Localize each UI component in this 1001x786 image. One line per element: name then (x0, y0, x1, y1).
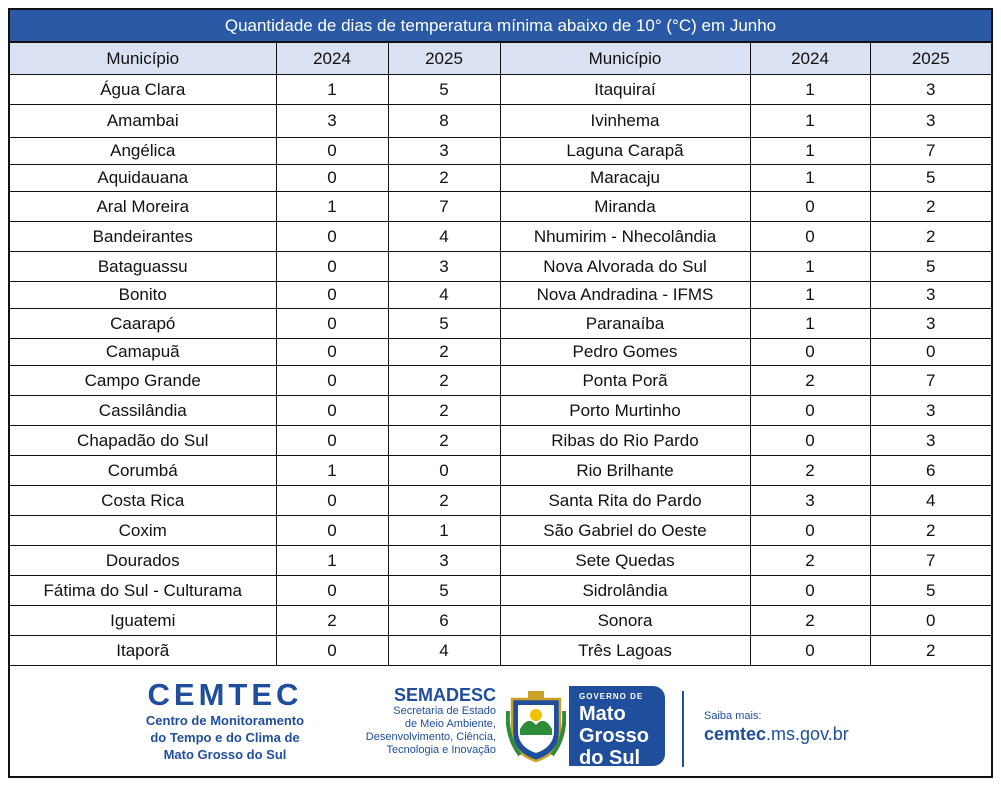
days-2024-cell: 0 (276, 222, 388, 252)
days-2025-cell: 5 (870, 252, 991, 282)
municipio-cell: Ivinhema (500, 105, 750, 138)
table-row (10, 366, 991, 396)
days-2025-cell: 7 (870, 138, 991, 165)
municipio-cell: Santa Rita do Pardo (500, 486, 750, 516)
semadesc-fullname-line: de Meio Ambiente, (404, 718, 496, 730)
days-2024-cell: 0 (276, 339, 388, 366)
table-row (10, 105, 991, 138)
municipio-cell: Camapuã (10, 339, 276, 366)
municipio-cell: Bandeirantes (10, 222, 276, 252)
municipio-cell: Nova Andradina - IFMS (500, 282, 750, 309)
municipio-cell: Costa Rica (10, 486, 276, 516)
days-2025-cell: 2 (388, 426, 500, 456)
days-2024-cell: 1 (750, 105, 870, 138)
municipio-cell: Iguatemi (10, 606, 276, 636)
header-2024: 2024 (750, 43, 870, 75)
header-municipio: Município (500, 43, 750, 75)
days-2025-cell: 3 (388, 546, 500, 576)
municipio-cell: Paranaíba (500, 309, 750, 339)
municipio-cell: Coxim (10, 516, 276, 546)
municipio-cell: Nhumirim - Nhecolândia (500, 222, 750, 252)
header-2025: 2025 (388, 43, 500, 75)
days-2024-cell: 1 (750, 309, 870, 339)
days-2025-cell: 4 (870, 486, 991, 516)
days-2025-cell: 2 (388, 339, 500, 366)
days-2025-cell: 4 (388, 636, 500, 666)
table-row (10, 138, 991, 165)
website-link-rest: .ms.gov.br (766, 724, 849, 744)
table-row (10, 396, 991, 426)
website-link-bold: cemtec (704, 724, 767, 744)
days-2024-cell: 1 (750, 165, 870, 192)
table-row (10, 165, 991, 192)
days-2025-cell: 1 (388, 516, 500, 546)
table-row (10, 282, 991, 309)
days-2024-cell: 0 (276, 252, 388, 282)
days-2024-cell: 0 (750, 516, 870, 546)
days-2024-cell: 0 (276, 138, 388, 165)
municipio-cell: Miranda (500, 192, 750, 222)
municipio-cell: Água Clara (10, 75, 276, 105)
saiba-mais-label: Saiba mais: (704, 710, 762, 722)
table-row (10, 426, 991, 456)
days-2024-cell: 0 (750, 192, 870, 222)
days-2024-cell: 1 (276, 192, 388, 222)
days-2025-cell: 0 (870, 606, 991, 636)
semadesc-fullname-line: Tecnologia e Inovação (386, 744, 496, 756)
days-2025-cell: 5 (388, 576, 500, 606)
days-2025-cell: 4 (388, 282, 500, 309)
table-row (10, 252, 991, 282)
days-2024-cell: 1 (276, 546, 388, 576)
days-2024-cell: 0 (276, 366, 388, 396)
municipio-cell: Bataguassu (10, 252, 276, 282)
days-2024-cell: 0 (750, 339, 870, 366)
cemtec-wordmark: CEMTEC (147, 677, 303, 712)
governo-ms-logo (569, 686, 665, 769)
governo-name-line: do Sul (579, 747, 641, 769)
municipio-cell: Itaquiraí (500, 75, 750, 105)
days-2025-cell: 5 (388, 75, 500, 105)
days-2025-cell: 2 (870, 192, 991, 222)
days-2024-cell: 2 (750, 606, 870, 636)
days-2024-cell: 0 (276, 486, 388, 516)
table-row (10, 636, 991, 666)
cemtec-fullname-line: Mato Grosso do Sul (163, 747, 287, 762)
municipio-cell: Ponta Porã (500, 366, 750, 396)
table-row (10, 546, 991, 576)
days-2025-cell: 6 (388, 606, 500, 636)
table-row (10, 192, 991, 222)
governo-name-line: Mato (579, 703, 626, 725)
days-2025-cell: 2 (870, 516, 991, 546)
days-2024-cell: 1 (276, 456, 388, 486)
municipio-cell: São Gabriel do Oeste (500, 516, 750, 546)
days-2024-cell: 2 (276, 606, 388, 636)
header-municipio: Município (10, 43, 276, 75)
days-2024-cell: 0 (750, 636, 870, 666)
governo-name-line: Grosso (579, 725, 650, 747)
semadesc-logo (346, 685, 496, 757)
municipio-cell: Dourados (10, 546, 276, 576)
cemtec-fullname-line: Centro de Monitoramento (145, 713, 305, 728)
table-row (10, 339, 991, 366)
days-2024-cell: 0 (276, 282, 388, 309)
semadesc-fullname-line: Desenvolvimento, Ciência, (365, 731, 496, 743)
days-2025-cell: 3 (870, 396, 991, 426)
days-2024-cell: 2 (750, 456, 870, 486)
days-2024-cell: 0 (750, 426, 870, 456)
municipio-cell: Maracaju (500, 165, 750, 192)
days-2025-cell: 7 (870, 546, 991, 576)
website-link[interactable] (704, 723, 849, 745)
days-2025-cell: 5 (388, 309, 500, 339)
table-row (10, 222, 991, 252)
days-2025-cell: 4 (388, 222, 500, 252)
table-row (10, 516, 991, 546)
days-2025-cell: 8 (388, 105, 500, 138)
days-2024-cell: 0 (276, 165, 388, 192)
header-2025: 2025 (870, 43, 991, 75)
days-2025-cell: 3 (870, 105, 991, 138)
report-frame (8, 8, 993, 778)
municipio-cell: Campo Grande (10, 366, 276, 396)
header-row (10, 43, 991, 75)
days-2024-cell: 1 (750, 252, 870, 282)
temperature-table (10, 42, 991, 666)
days-2025-cell: 3 (388, 138, 500, 165)
logo-footer (10, 667, 991, 776)
municipio-cell: Itaporã (10, 636, 276, 666)
municipio-cell: Sonora (500, 606, 750, 636)
municipio-cell: Corumbá (10, 456, 276, 486)
days-2025-cell: 2 (388, 366, 500, 396)
days-2024-cell: 0 (276, 426, 388, 456)
days-2024-cell: 3 (276, 105, 388, 138)
days-2025-cell: 3 (870, 309, 991, 339)
table-title: Quantidade de dias de temperatura mínima abaixo de 10° (°C) em Junho (10, 10, 991, 42)
municipio-cell: Porto Murtinho (500, 396, 750, 426)
days-2024-cell: 3 (750, 486, 870, 516)
days-2024-cell: 2 (750, 546, 870, 576)
municipio-cell: Cassilândia (10, 396, 276, 426)
days-2025-cell: 2 (870, 636, 991, 666)
municipio-cell: Sete Quedas (500, 546, 750, 576)
days-2024-cell: 1 (750, 75, 870, 105)
municipio-cell: Bonito (10, 282, 276, 309)
governo-label: GOVERNO DE (579, 692, 644, 701)
municipio-cell: Rio Brilhante (500, 456, 750, 486)
saiba-mais (704, 709, 849, 745)
table-row (10, 606, 991, 636)
municipio-cell: Aquidauana (10, 165, 276, 192)
municipio-cell: Pedro Gomes (500, 339, 750, 366)
days-2025-cell: 2 (388, 165, 500, 192)
municipio-cell: Nova Alvorada do Sul (500, 252, 750, 282)
days-2025-cell: 6 (870, 456, 991, 486)
municipio-cell: Três Lagoas (500, 636, 750, 666)
municipio-cell: Aral Moreira (10, 192, 276, 222)
municipio-cell: Ribas do Rio Pardo (500, 426, 750, 456)
days-2024-cell: 0 (750, 222, 870, 252)
municipio-cell: Fátima do Sul - Culturama (10, 576, 276, 606)
days-2025-cell: 2 (388, 486, 500, 516)
municipio-cell: Sidrolândia (500, 576, 750, 606)
days-2024-cell: 1 (276, 75, 388, 105)
days-2024-cell: 0 (750, 576, 870, 606)
days-2024-cell: 0 (276, 636, 388, 666)
municipio-cell: Amambai (10, 105, 276, 138)
days-2025-cell: 3 (870, 426, 991, 456)
days-2024-cell: 0 (276, 396, 388, 426)
semadesc-wordmark: SEMADESC (393, 685, 496, 705)
days-2024-cell: 1 (750, 282, 870, 309)
days-2024-cell: 0 (276, 309, 388, 339)
days-2025-cell: 2 (388, 396, 500, 426)
days-2025-cell: 3 (388, 252, 500, 282)
table-row (10, 486, 991, 516)
table-row (10, 75, 991, 105)
table-row (10, 309, 991, 339)
state-crest-icon (506, 689, 566, 763)
days-2025-cell: 5 (870, 576, 991, 606)
days-2025-cell: 0 (388, 456, 500, 486)
cemtec-logo (134, 679, 316, 762)
cemtec-fullname-line: do Tempo e do Clima de (150, 730, 300, 745)
table-row (10, 576, 991, 606)
municipio-cell: Chapadão do Sul (10, 426, 276, 456)
days-2025-cell: 5 (870, 165, 991, 192)
days-2025-cell: 3 (870, 282, 991, 309)
days-2024-cell: 1 (750, 138, 870, 165)
days-2025-cell: 2 (870, 222, 991, 252)
table-row (10, 456, 991, 486)
days-2025-cell: 0 (870, 339, 991, 366)
municipio-cell: Caarapó (10, 309, 276, 339)
days-2025-cell: 7 (870, 366, 991, 396)
days-2024-cell: 0 (750, 396, 870, 426)
municipio-cell: Laguna Carapã (500, 138, 750, 165)
municipio-cell: Angélica (10, 138, 276, 165)
header-2024: 2024 (276, 43, 388, 75)
days-2025-cell: 3 (870, 75, 991, 105)
days-2024-cell: 0 (276, 576, 388, 606)
semadesc-fullname-line: Secretaria de Estado (393, 705, 496, 717)
footer-divider (682, 691, 684, 767)
days-2025-cell: 7 (388, 192, 500, 222)
days-2024-cell: 0 (276, 516, 388, 546)
days-2024-cell: 2 (750, 366, 870, 396)
